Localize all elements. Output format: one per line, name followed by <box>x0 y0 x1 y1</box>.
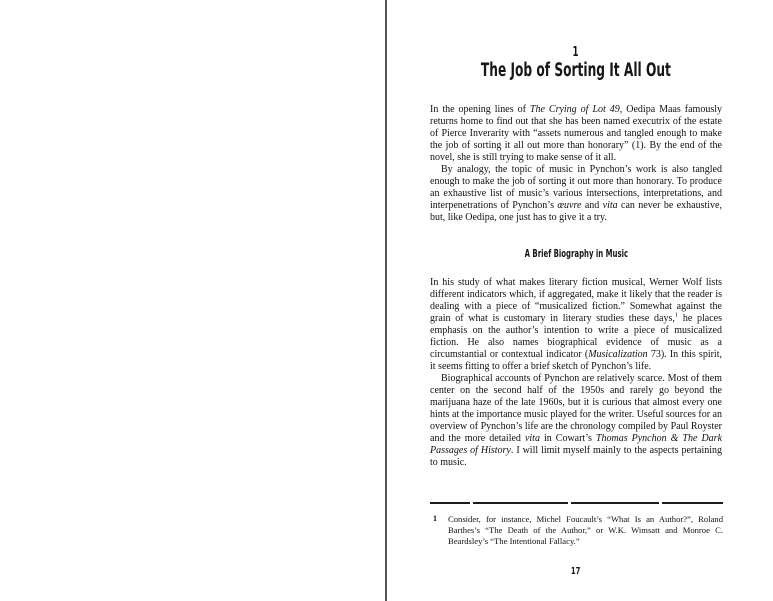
body-text <box>430 104 722 469</box>
italic-run: œuvre <box>557 200 582 211</box>
paragraph <box>430 373 722 469</box>
text-run: In his study of what makes literary fiction musical, Werner Wolf lists different indicators which, if aggregated, make it likely that the reader is dealing with a piece of “musicalized fiction.” Somewhat against the grain of what is customary in literary studies these days, <box>430 277 722 324</box>
footnote-text: Consider, for instance, Michel Foucault’s “What Is an Author?”, Roland Barthes’s “The Death of the Author,” or W.K. Wimsatt and Monroe C. Beardsley’s “The Intentional Fallacy.” <box>448 514 723 546</box>
text-run: can never be exhaustive, but, like Oedipa, one just has to give it a try. <box>430 200 722 223</box>
footnote-separator-segment <box>473 502 568 504</box>
section-heading-text: A Brief Biography in Music <box>524 248 628 260</box>
section-heading <box>430 248 722 261</box>
footnote-separator-segment <box>662 502 723 504</box>
page-number-text: 17 <box>571 566 581 577</box>
text-run: in Cowart’s <box>539 433 596 444</box>
paragraph <box>430 104 722 164</box>
text-run: In the opening lines of <box>430 104 530 115</box>
chapter-number <box>430 44 722 60</box>
italic-run: vita <box>524 433 540 444</box>
left-page-blank <box>0 0 385 601</box>
text-run: , Oedipa Maas famously returns home to find out that she has been named executrix of the estate of Pierce Inverarity with “assets numerous and tangled enough to make the job of sorting it all out more than honorary” (1). By the end of the novel, she is still trying to make sense of it all. <box>430 104 722 163</box>
footnote-number: 1 <box>433 514 437 523</box>
text-run: By analogy, the topic of music in Pynchon’s work is also tangled enough to make the job of sorting it out more than honorary. To produce an exhaustive list of music’s various intersections, interpretations, and interpenetrations of Pynchon’s <box>430 164 722 211</box>
italic-run: The Crying of Lot 49 <box>529 104 620 115</box>
right-page <box>387 0 773 601</box>
text-run: Biographical accounts of Pynchon are relatively scarce. Most of them center on the second half of the 1950s and rarely go beyond the marijuana haze of the late 1960s, but it is curious that almost every one hints at the importance music played for the writer. Useful sources for an overview of Pynchon’s life are the chronology compiled by Paul Royster and the more detailed <box>430 373 722 444</box>
italic-run: Thomas Pynchon & The Dark Passages of History <box>430 433 723 456</box>
text-run: and <box>581 200 603 211</box>
chapter-number-text: 1 <box>573 45 579 60</box>
text-run: . I will limit myself mainly to the aspects pertaining to music. <box>430 445 722 468</box>
footnote-separator-segment <box>430 502 470 504</box>
chapter-title <box>430 60 722 82</box>
footnote <box>433 514 723 546</box>
paragraph <box>430 277 722 373</box>
footnote-separator <box>430 502 723 504</box>
page-number <box>430 566 722 577</box>
text-run: he places emphasis on the author’s intention to write a piece of musicalized fiction. He also names biographical evidence of music as a circumstantial or contextual indicator ( <box>430 313 722 360</box>
footnote-separator-segment <box>571 502 659 504</box>
paragraph <box>430 164 722 224</box>
text-run: 73). In this spirit, it seems fitting to offer a brief sketch of Pynchon’s life. <box>430 349 722 372</box>
italic-run: Musicalization <box>588 349 648 360</box>
footnote-reference: 1 <box>674 311 679 319</box>
chapter-title-text: The Job of Sorting It All Out <box>481 60 671 81</box>
italic-run: vita <box>602 200 618 211</box>
